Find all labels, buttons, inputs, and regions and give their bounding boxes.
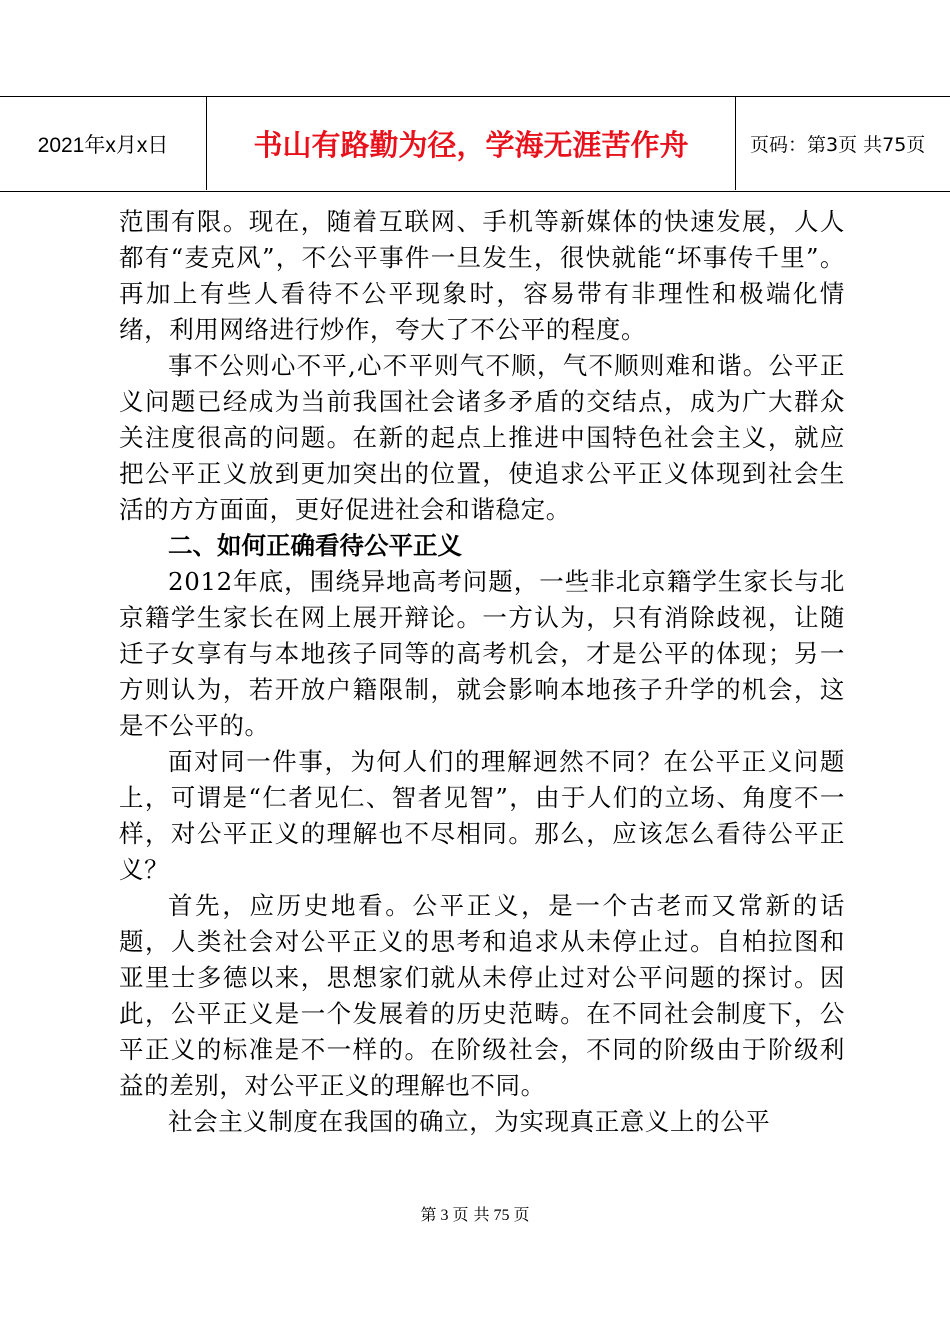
- paragraph-continued: 社会主义制度在我国的确立，为实现真正意义上的公平: [168, 1107, 771, 1136]
- paragraph-continuation: 范围有限。现在，随着互联网、手机等新媒体的快速发展，人人都有“麦克风”，不公平事件一旦发生，很快就能“坏事传千里”。再加上有些人看待不公平现象时，容易带有非理性和极端化情绪，利用网络进行炒作，夸大了不公平的程度。: [119, 207, 845, 344]
- paragraph: 事不公则心不平,心不平则气不顺，气不顺则难和谐。公平正义问题已经成为当前我国社会诸多矛盾的交结点，成为广大群众关注度很高的问题。在新的起点上推进中国特色社会主义，就应把公平正义放到更加突出的位置，使追求公平正义体现到社会生活的方方面面，更好促进社会和谐稳定。: [119, 351, 845, 524]
- section-heading: 二、如何正确看待公平正义: [168, 531, 462, 560]
- footer-suffix: 页: [513, 1205, 530, 1224]
- footer-middle: 页 共: [452, 1205, 490, 1224]
- footer-current-page: 3: [440, 1207, 449, 1224]
- paragraph: 面对同一件事，为何人们的理解迥然不同？在公平正义问题上，可谓是“仁者见仁、智者见智”，由于人们的立场、角度不一样，对公平正义的理解也不尽相同。那么，应该怎么看待公平正义？: [119, 747, 845, 884]
- page-header: [0, 96, 950, 192]
- header-page-info: 页码：第3页 共75页: [750, 134, 926, 156]
- footer-prefix: 第: [420, 1205, 437, 1224]
- paragraph: 首先，应历史地看。公平正义，是一个古老而又常新的话题，人类社会对公平正义的思考和追求从未停止过。自柏拉图和亚里士多德以来，思想家们就从未停止过对公平问题的探讨。因此，公平正义是一个发展着的历史范畴。在不同社会制度下，公平正义的标准是不一样的。在阶级社会，不同的阶级由于阶级利益的差别，对公平正义的理解也不同。: [119, 891, 845, 1100]
- header-date: 2021年x月x日: [0, 97, 207, 190]
- header-motto: 书山有路勤为径，学海无涯苦作舟: [207, 97, 736, 190]
- page-footer: [0, 1203, 950, 1228]
- footer-total-pages: 75: [493, 1207, 510, 1224]
- paragraph: 2012年底，围绕异地高考问题，一些非北京籍学生家长与北京籍学生家长在网上展开辩论。一方认为，只有消除歧视，让随迁子女享有与本地孩子同等的高考机会，才是公平的体现；另一方则认为，若开放户籍限制，就会影响本地孩子升学的机会，这是不公平的。: [119, 567, 845, 740]
- document-body: [119, 204, 845, 1140]
